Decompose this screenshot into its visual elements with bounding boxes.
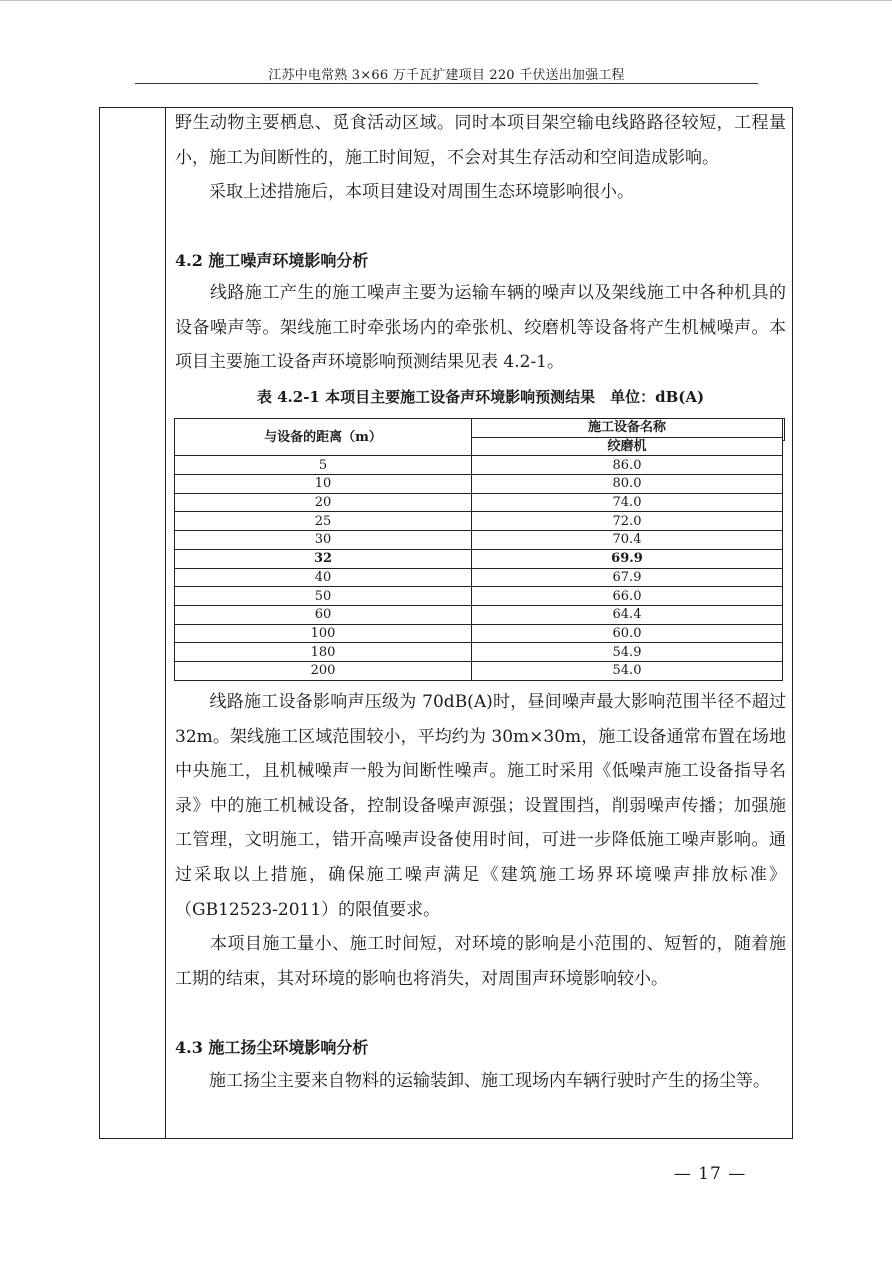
cell-distance: 25 — [175, 512, 472, 531]
table-row — [175, 605, 783, 624]
table-row — [175, 493, 783, 512]
section-heading-4-2: 4.2 施工噪声环境影响分析 — [175, 251, 369, 270]
table-row — [175, 512, 783, 531]
table-row — [175, 549, 783, 568]
running-header: 江苏中电常熟 3×66 万千瓦扩建项目 220 千伏送出加强工程 — [268, 68, 625, 83]
table-row — [175, 568, 783, 587]
cell-noise-level: 74.0 — [472, 493, 783, 512]
table-row — [175, 456, 783, 475]
cell-distance: 10 — [175, 475, 472, 494]
cell-noise-level: 67.9 — [472, 568, 783, 587]
cell-noise-level: 69.9 — [472, 549, 783, 568]
header-rule — [135, 83, 758, 84]
cell-noise-level: 54.0 — [472, 661, 783, 680]
table-body — [175, 456, 783, 680]
cell-distance: 30 — [175, 531, 472, 550]
table-header-row — [175, 419, 783, 438]
cell-distance: 32 — [175, 549, 472, 568]
paragraph-noise-analysis: 线路施工设备影响声压级为 70dB(A)时，昼间噪声最大影响范围半径不超过 32m。架线施工区域范围较小，平均约为 30m×30m，施工设备通常布置在场地中央施工，且机械噪声一般为间断性噪声。施工时采用《低噪声施工设备指导名录》中的施工机械设备，控制设备噪声源强；设置围挡，削弱噪声传播；加强施工管理，文明施工，错开高噪声设备使用时间，可进一步降低施工噪声影响。通过采取以上措施，确保施工噪声满足《建筑施工场界环境噪声排放标准》（GB12523-2011）的限值要求。 — [175, 692, 786, 920]
cell-distance: 20 — [175, 493, 472, 512]
cell-noise-level: 66.0 — [472, 587, 783, 606]
cell-noise-level: 72.0 — [472, 512, 783, 531]
paragraph-dust-intro: 施工扬尘主要来自物料的运输装卸、施工现场内车辆行驶时产生的扬尘等。 — [175, 1071, 770, 1091]
cell-noise-level: 54.9 — [472, 643, 783, 662]
paragraph-noise-intro: 线路施工产生的施工噪声主要为运输车辆的噪声以及架线施工中各种机具的设备噪声等。架线施工时牵张场内的牵张机、绞磨机等设备将产生机械噪声。本项目主要施工设备声环境影响预测结果见表 4.2-1。 — [175, 283, 786, 373]
table-row — [175, 661, 783, 680]
cell-distance: 180 — [175, 643, 472, 662]
table-row — [175, 475, 783, 494]
cell-distance: 200 — [175, 661, 472, 680]
table-caption: 表 4.2-1 本项目主要施工设备声环境影响预测结果 单位：dB(A) — [256, 388, 705, 406]
paragraph-ecology-continuation: 野生动物主要栖息、觅食活动区域。同时本项目架空输电线路路径较短，工程量小，施工为间断性的，施工时间短，不会对其生存活动和空间造成影响。 — [175, 113, 786, 168]
cell-noise-level: 64.4 — [472, 605, 783, 624]
section-heading-4-3: 4.3 施工扬尘环境影响分析 — [175, 1038, 369, 1057]
cell-distance: 60 — [175, 605, 472, 624]
cell-distance: 100 — [175, 624, 472, 643]
cell-distance: 5 — [175, 456, 472, 475]
page-number: — 17 — — [673, 1164, 747, 1184]
cell-noise-level: 70.4 — [472, 531, 783, 550]
cell-distance: 50 — [175, 587, 472, 606]
table-row — [175, 531, 783, 550]
paragraph-noise-conclusion: 本项目施工量小、施工时间短，对环境的影响是小范围的、短暂的，随着施工期的结束，其对环境的影响也将消失，对周围声环境影响较小。 — [175, 934, 786, 989]
noise-prediction-table — [174, 418, 783, 681]
table-row — [175, 587, 783, 606]
header-distance: 与设备的距离（m） — [175, 419, 472, 456]
table-row — [175, 643, 783, 662]
table-row — [175, 624, 783, 643]
header-equipment-group: 施工设备名称 — [472, 419, 783, 438]
paragraph-ecology-conclusion: 采取上述措施后，本项目建设对周围生态环境影响很小。 — [175, 182, 634, 202]
header-cell-overhang — [782, 418, 785, 441]
cell-distance: 40 — [175, 568, 472, 587]
page-top-rule — [0, 0, 892, 1]
cell-noise-level: 80.0 — [472, 475, 783, 494]
header-equipment-winch: 绞磨机 — [472, 437, 783, 456]
cell-noise-level: 86.0 — [472, 456, 783, 475]
frame-left-column-rule — [165, 108, 166, 1138]
cell-noise-level: 60.0 — [472, 624, 783, 643]
